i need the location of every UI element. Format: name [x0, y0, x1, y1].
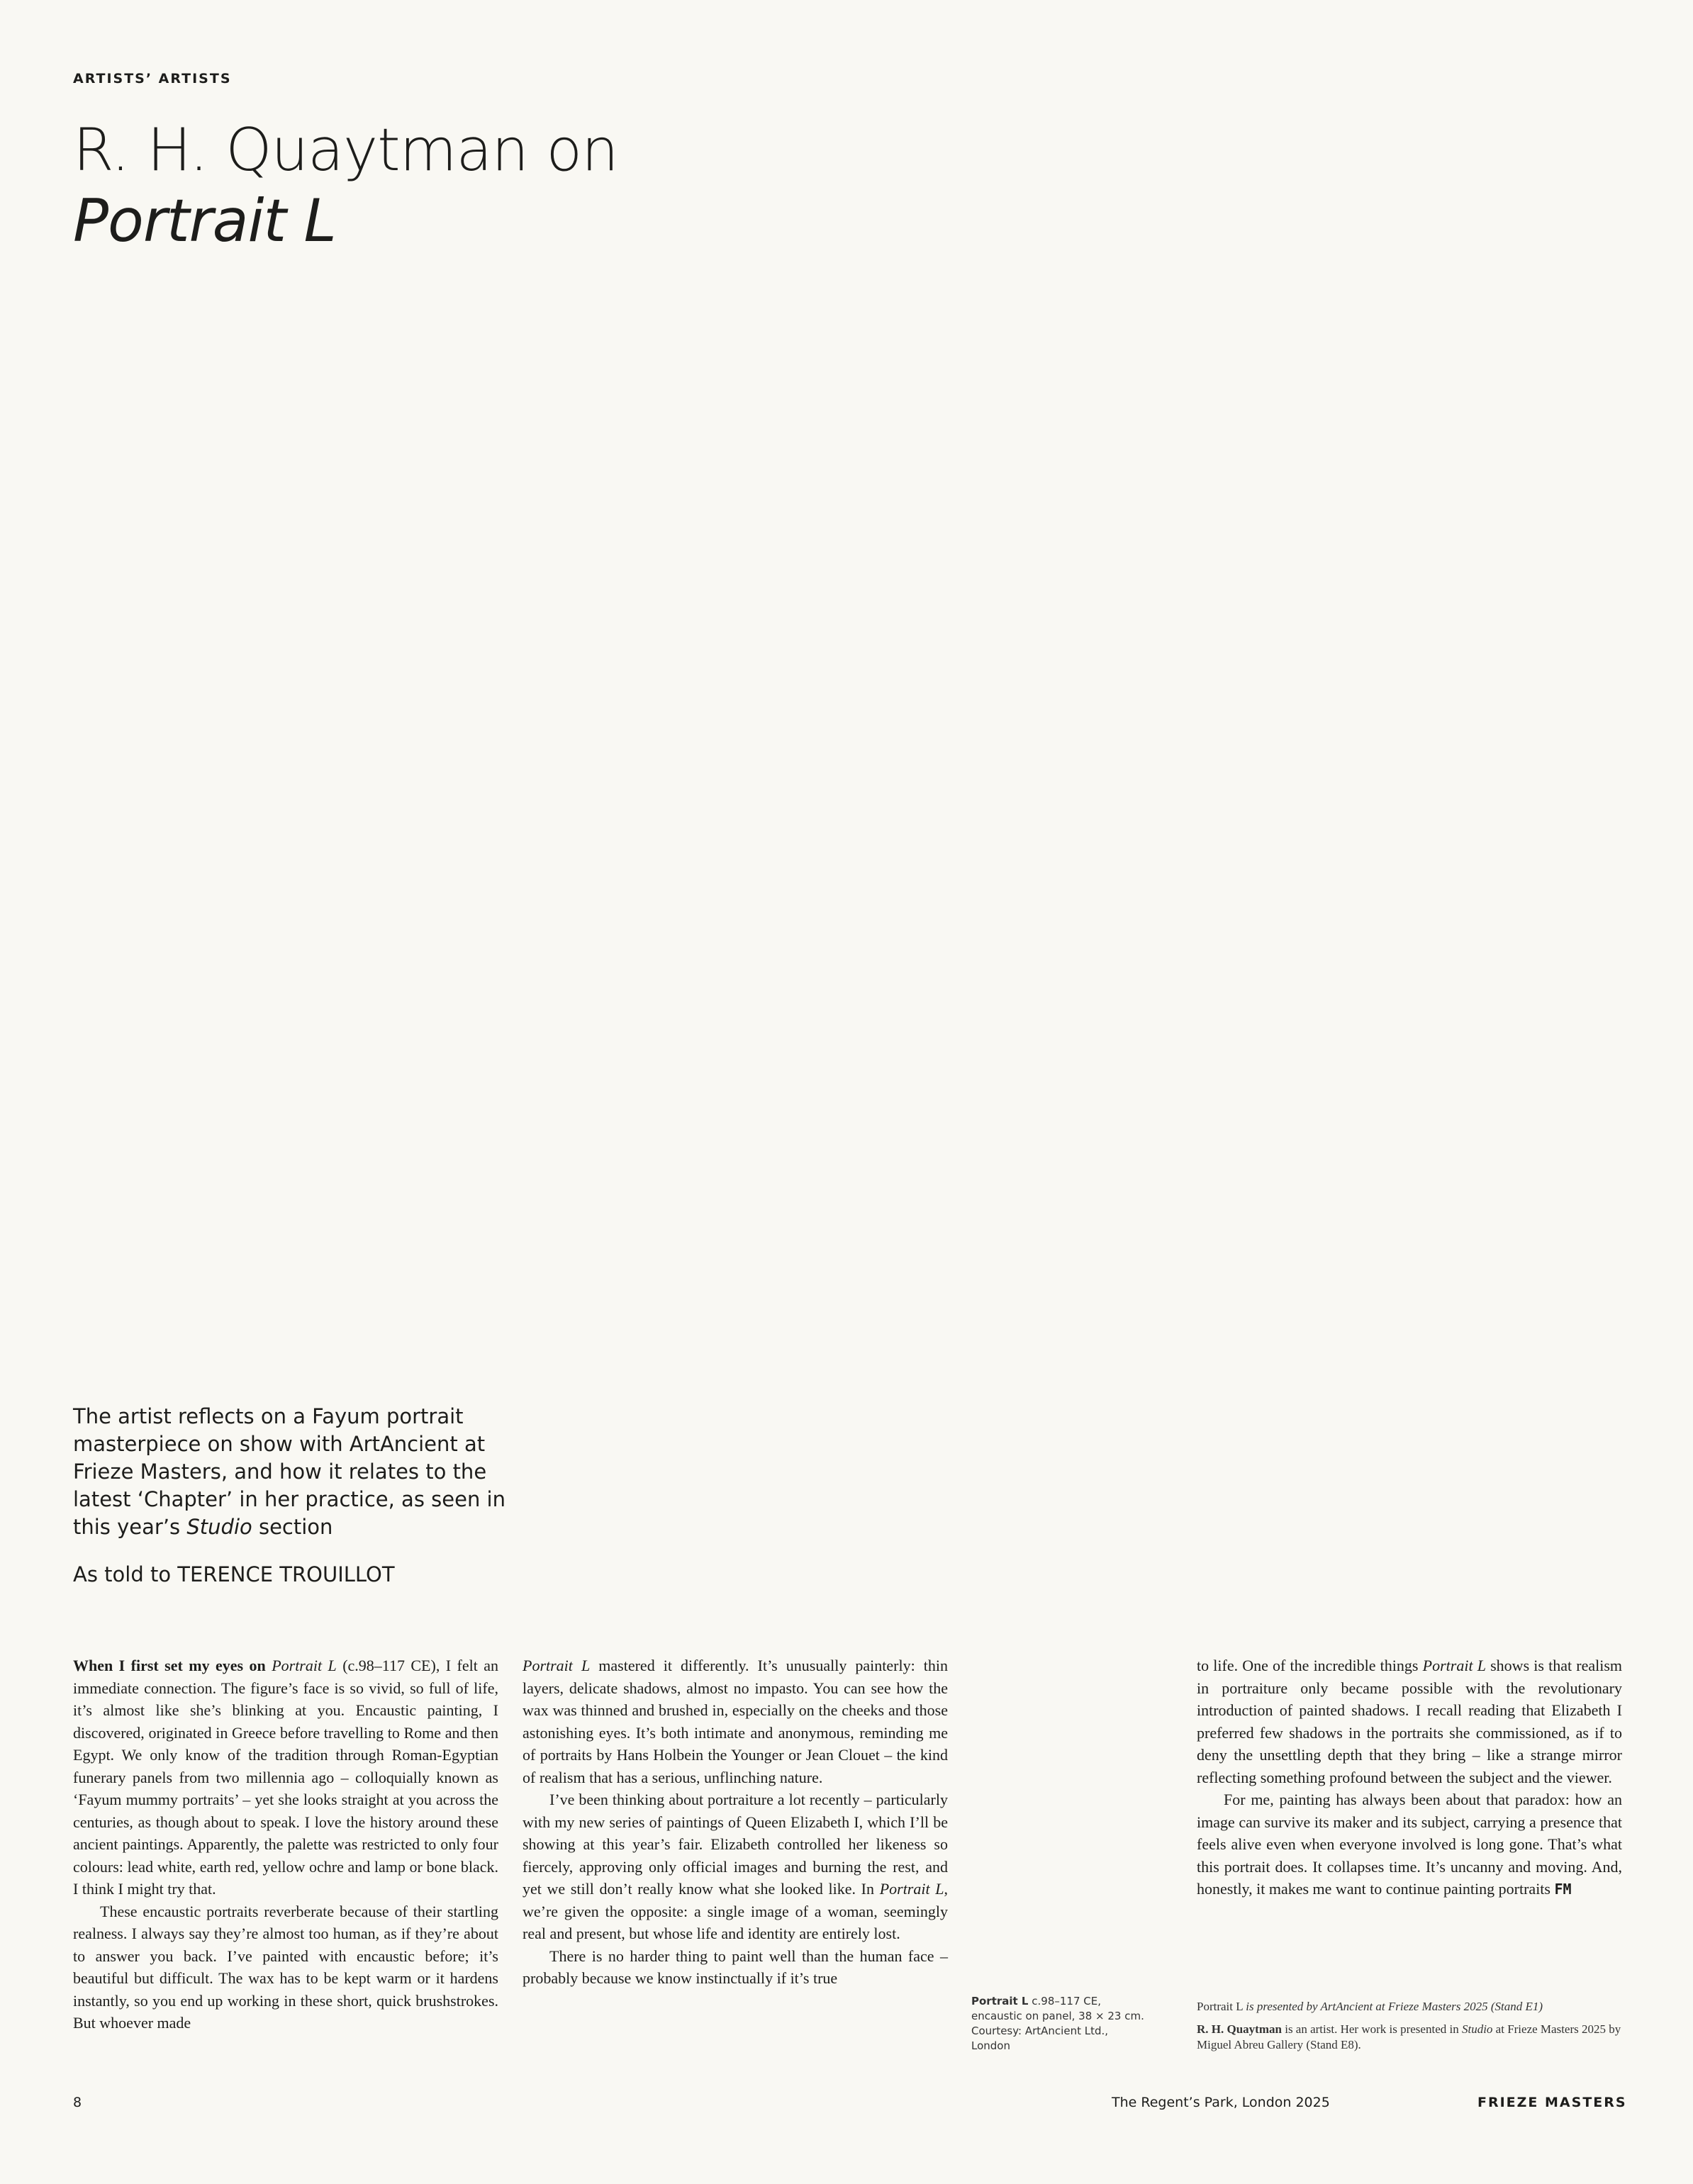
artwork-image-area — [73, 284, 1619, 1375]
paragraph — [523, 1788, 948, 1945]
credit-line — [1197, 2022, 1622, 2053]
paragraph — [1197, 1654, 1622, 1788]
italic-title: Portrait L — [523, 1657, 591, 1674]
paragraph — [523, 1654, 948, 1788]
footer-brand: FRIEZE MASTERS — [1477, 2095, 1627, 2110]
body-column-1 — [73, 1654, 498, 2034]
title-line-2: Portrait L — [73, 186, 336, 255]
credits — [1197, 1999, 1622, 2060]
paragraph-text: mastered it differently. It’s unusually painterly: thin layers, delicate shadows, almost no impasto. You can see how the wax was thinned and brushed in, especially on the cheeks and those astonishing eyes. It’s both intimate and anonymous, reminding me of portraits by Hans Holbein the Younger or Jean Clouet – the kind of realism that has a serious, unflinching nature. — [523, 1657, 949, 1786]
paragraph: There is no harder thing to paint well than the human face – probably because we know instinctually if it’s true — [523, 1947, 948, 1987]
article-title — [73, 115, 853, 257]
standfirst — [73, 1403, 527, 1541]
paragraph-text: (c.98–117 CE), I felt an immediate connection. The figure’s face is so vivid, so full of life, it’s almost like she’s blinking at you. Encaustic painting, I discovered, originated in Greece before travelling to Rome and then Egypt. We only know of the tradition through Roman-Egyptian funerary panels from two millennia ago – colloquially known as ‘Fayum mummy portraits’ – yet she looks straight at you across the centuries, as though about to speak. I love the history around these ancient paintings. Apparently, the palette was restricted to only four colours: lead white, earth red, yellow ochre and lamp or bone black. I think I might try that. — [73, 1657, 499, 1898]
italic-title: Portrait L — [1422, 1657, 1486, 1674]
section-kicker: ARTISTS’ ARTISTS — [73, 71, 232, 86]
paragraph: These encaustic portraits reverberate because of their startling realness. I always say they’re almost too human, as if they’re about to answer you back. I’ve painted with encaustic before; it’s beautiful but difficult. The wax has to be kept warm or it hardens instantly, so you end up working in these short, quick brushstrokes. But whoever made — [73, 1902, 498, 2032]
end-mark: FM — [1554, 1881, 1572, 1898]
credit-italic: is presented by ArtAncient at Frieze Masters 2025 (Stand E1) — [1246, 2000, 1543, 2013]
body-column-2 — [523, 1654, 948, 1990]
credit-text: Portrait L — [1197, 2000, 1243, 2013]
caption-title: Portrait L — [971, 1995, 1029, 2007]
paragraph-text: For me, painting has always been about that paradox: how an image can survive its maker and its subject, carrying a presence that feels alive even when everyone involved is long gone. That’s what this portrait does. It collapses time. It’s uncanny and moving. And, honestly, it makes me want to continue painting portraits — [1197, 1791, 1622, 1898]
lead-in: When I first set my eyes on — [73, 1657, 266, 1674]
standfirst-text: The artist reflects on a Fayum portrait masterpiece on show with ArtAncient at Frieze Masters, and how it relates to the latest ‘Chapter’ in her practice, as seen in this year’s — [73, 1404, 505, 1539]
paragraph-text: I’ve been thinking about portraiture a lot recently – particularly with my new series of paintings of Queen Elizabeth I, which I’ll be showing at this year’s fair. Elizabeth controlled her likeness so fiercely, approving only official images and burning the rest, and yet we still don’t really know what she looked like. In — [523, 1791, 948, 1898]
italic-title: Portrait L — [272, 1657, 337, 1674]
page-number: 8 — [73, 2095, 82, 2110]
paragraph — [1197, 1788, 1622, 1901]
paragraph-text: shows is that realism in portraiture only became possible with the revolutionary introduction of painted shadows. I recall reading that Elizabeth I preferred few shadows in the portraits she commissioned, as if to deny the unsettling depth that they bring – like a strange mirror reflecting something profound between the subject and the viewer. — [1197, 1657, 1623, 1786]
paragraph — [73, 1654, 498, 1900]
standfirst-text-end: section — [258, 1515, 333, 1539]
paragraph-text: to life. One of the incredible things — [1197, 1657, 1419, 1674]
footer-venue: The Regent’s Park, London 2025 — [1112, 2095, 1330, 2110]
paragraph-text: , we’re given the opposite: a single image of a woman, seemingly real and present, but whose life and identity are entirely lost. — [523, 1880, 948, 1942]
byline: As told to TERENCE TROUILLOT — [73, 1562, 395, 1586]
standfirst-italic: Studio — [186, 1515, 252, 1539]
credit-line — [1197, 1999, 1622, 2015]
body-column-3 — [1197, 1654, 1622, 1901]
credit-italic: Studio — [1461, 2022, 1493, 2036]
credit-name: R. H. Quaytman — [1197, 2022, 1282, 2036]
credit-text: is an artist. Her work is presented in — [1285, 2022, 1459, 2036]
credit-text: at Frieze Masters 2025 by Miguel Abreu Gallery (Stand E8). — [1197, 2022, 1621, 2051]
caption-text: c.98–117 CE, encaustic on panel, 38 × 23 cm. Courtesy: ArtAncient Ltd., London — [971, 1995, 1144, 2052]
italic-title: Portrait L — [879, 1880, 944, 1898]
title-line-1: R. H. Quaytman on — [73, 116, 618, 184]
image-caption — [971, 1994, 1149, 2054]
